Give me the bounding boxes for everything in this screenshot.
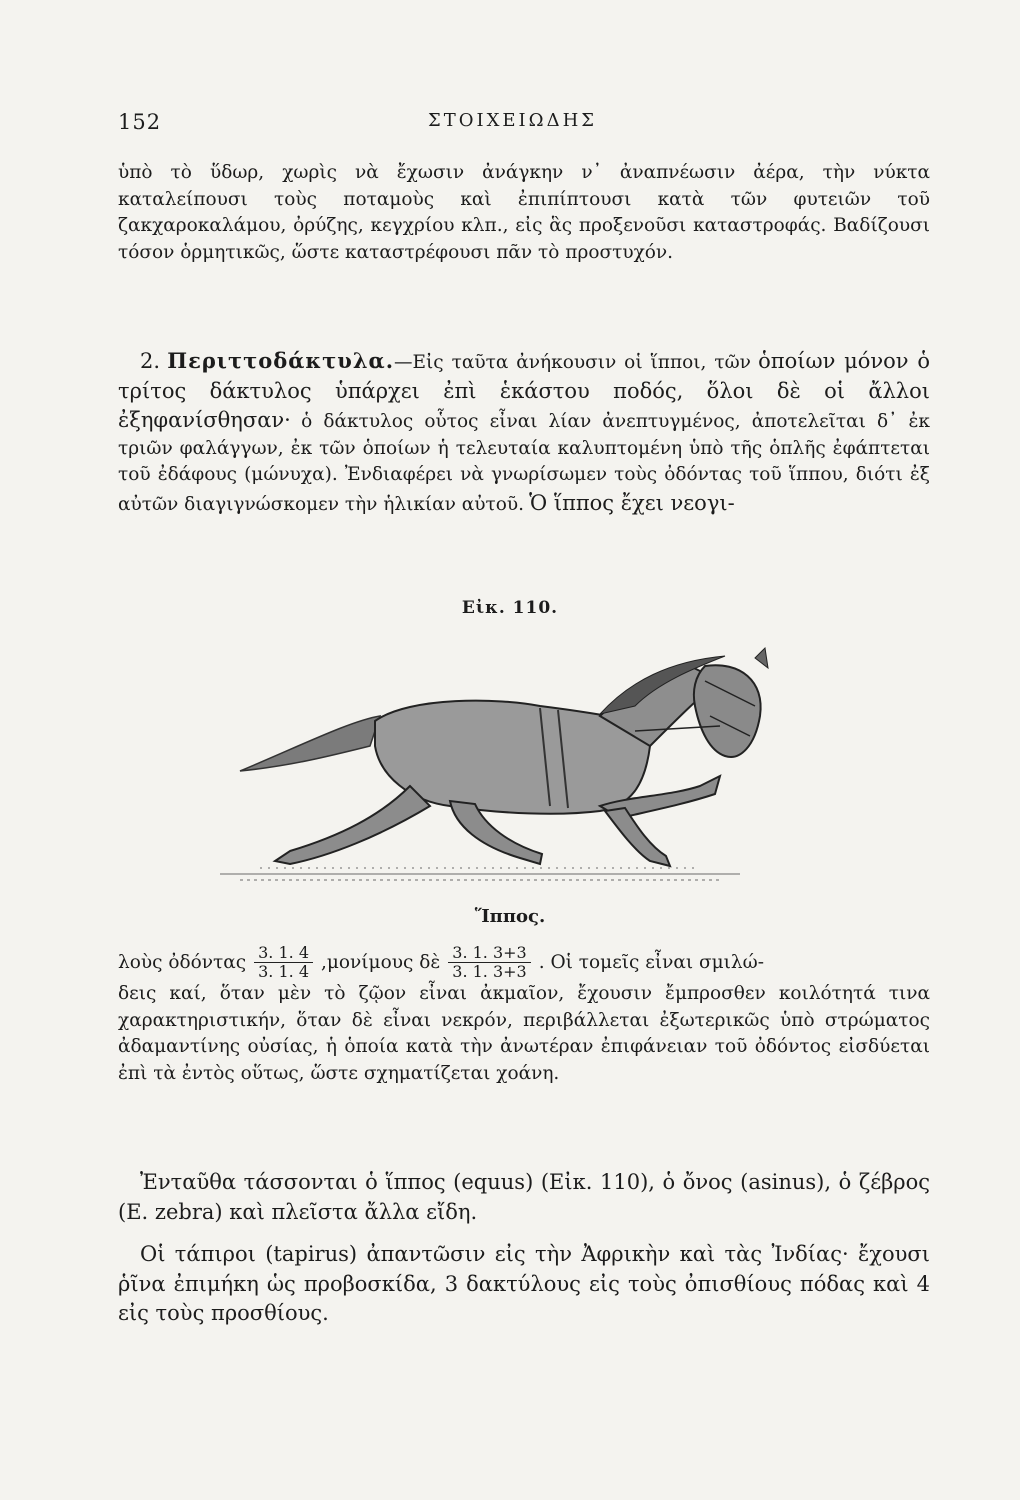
top-paragraph-block [118,160,930,266]
equus-text-d: ) καὶ πλεῖστα ἄλλα εἴδη. [214,1199,478,1224]
tapir-text-a: Οἱ τάπιροι ( [140,1242,274,1266]
section-2-block [118,346,930,518]
top-paragraph: ὑπὸ τὸ ὕδωρ, χωρὶς νὰ ἔχωσιν ἀνάγκην ν᾽ ἀναπνέωσιν ἀέρα, τὴν νύκτα καταλείπουσι τοὺς ποταμοὺς καὶ ἐπιπίπτουσι κατὰ τῶν φυτειῶν τοῦ ζακχαροκαλάμου, ὀρύζης, κεγχρίου κλπ., εἰς ἃς προξενοῦσι καταστροφάς. Βαδίζουσι τόσον ὁρμητικῶς, ὥστε καταστρέφουσι πᾶν τὸ προστυχόν. [118,162,930,263]
fraction-1-denominator: 3. 1. 4 [258,962,309,981]
tapir-paragraph [118,1240,930,1329]
tapir-text-b: ) ἀπαντῶσιν εἰς τὴν Ἀφρικὴν καὶ τὰς Ἰνδίας· ἔχουσι ῥῖνα ἐπιμήκη ὡς προβοσκίδα, 3 δακτύλους εἰς τοὺς ὀπισθίους πόδας καὶ 4 εἰς τοὺς προσθίους. [118,1242,930,1325]
tapir-paragraph-block [118,1240,930,1329]
page-header [118,110,908,140]
equus-latin-a: equus [461,1170,526,1194]
fraction-1 [254,944,313,981]
figure-label: Εἰκ. 110. [461,598,559,618]
section-number: 2. [140,349,161,373]
formula-block [118,944,930,1087]
formula-middle: ,μονίμους δὲ [321,951,441,973]
section-text-end: Ὁ ἵππος ἔχει νεογι- [529,490,735,515]
horse-front-leg [605,808,670,866]
dental-formula-line [118,944,930,981]
tapir-latin-a: tapirus [273,1242,349,1266]
horse-tail [240,716,380,771]
horse-ear [755,648,768,668]
after-formula-paragraph: δεις καί, ὅταν μὲν τὸ ζῷον εἶναι ἀκμαῖον, ἔχουσιν ἔμπροσθεν κοιλότητά τινα χαρακτηριστικήν, ὅταν δὲ εἶναι νεκρόν, περιβάλλεται ἐξωτερικῶς ὑπὸ στρώματος ἀδαμαντίνης οὐσίας, ἡ ὁποία κατὰ τὴν ἀνωτέραν ἐπιφάνειαν τοῦ ὀδόντος εἰσδύεται ἐπὶ τὰ ἐντὸς οὕτως, ὥστε σχηματίζεται χοάνη. [118,983,930,1084]
section-lead-text: —Εἰς ταῦτα ἀνήκουσιν οἱ ἵπποι, τῶν [394,352,751,373]
equus-text-b: ) (Εἰκ. 110), ὁ ὄνος ( [525,1170,749,1194]
ground-hatching [220,868,740,880]
equus-latin-b: asinus [748,1170,817,1194]
horse-head [694,665,761,757]
formula-lead: λοὺς ὀδόντας [118,951,247,973]
equus-paragraph [118,1168,930,1227]
horse-hind-leg-left [275,786,430,864]
section-2-paragraph [118,346,930,518]
section-term: Περιττοδάκτυλα. [167,348,395,373]
running-title: ΣΤΟΙΧΕΙΩΔΗΣ [428,110,598,131]
fraction-2-numerator: 3. 1. 3+3 [448,944,530,963]
fraction-1-numerator: 3. 1. 4 [254,944,313,963]
fraction-2 [448,944,530,981]
equus-paragraph-block [118,1168,930,1227]
horse-illustration [180,636,820,896]
page-number: 152 [118,110,162,134]
fraction-2-denominator: 3. 1. 3+3 [452,962,527,981]
figure-caption: Ἵππος. [474,906,546,927]
section-text-mid: ὁποίων μόνον ὁ τρίτος δάκτυλος ὑπάρχει ἐπὶ ἑκάστου ποδός, ὅλοι δὲ οἱ ἄλλοι ἐξηφανίσθησαν· [118,349,930,432]
equus-text-a: Ἐνταῦθα τάσσονται ὁ ἵππος ( [140,1170,462,1194]
equus-latin-c: E. zebra [126,1199,215,1224]
equus-text-c: ), ὁ ζέβρος ( [118,1170,930,1224]
horse-engraving-icon [180,636,820,896]
section-text-small: ὁ δάκτυλος οὗτος εἶναι λίαν ἀνεπτυγμένος, ἀποτελεῖται δ᾽ ἐκ τριῶν φαλάγγων, ἐκ τῶν ὁποίων ἡ τελευταία καλυπτομένη ὑπὸ τῆς ὁπλῆς ἐφάπτεται τοῦ ἐδάφους (μώνυχα). Ἐνδιαφέρει νὰ γνωρίσωμεν τοὺς ὀδόντας τοῦ ἵππου, διότι ἐξ αὐτῶν διαγιγνώσκομεν τὴν ἡλικίαν αὐτοῦ. [118,411,930,515]
formula-trail: . Οἱ τομεῖς εἶναι σμιλώ- [538,951,764,973]
